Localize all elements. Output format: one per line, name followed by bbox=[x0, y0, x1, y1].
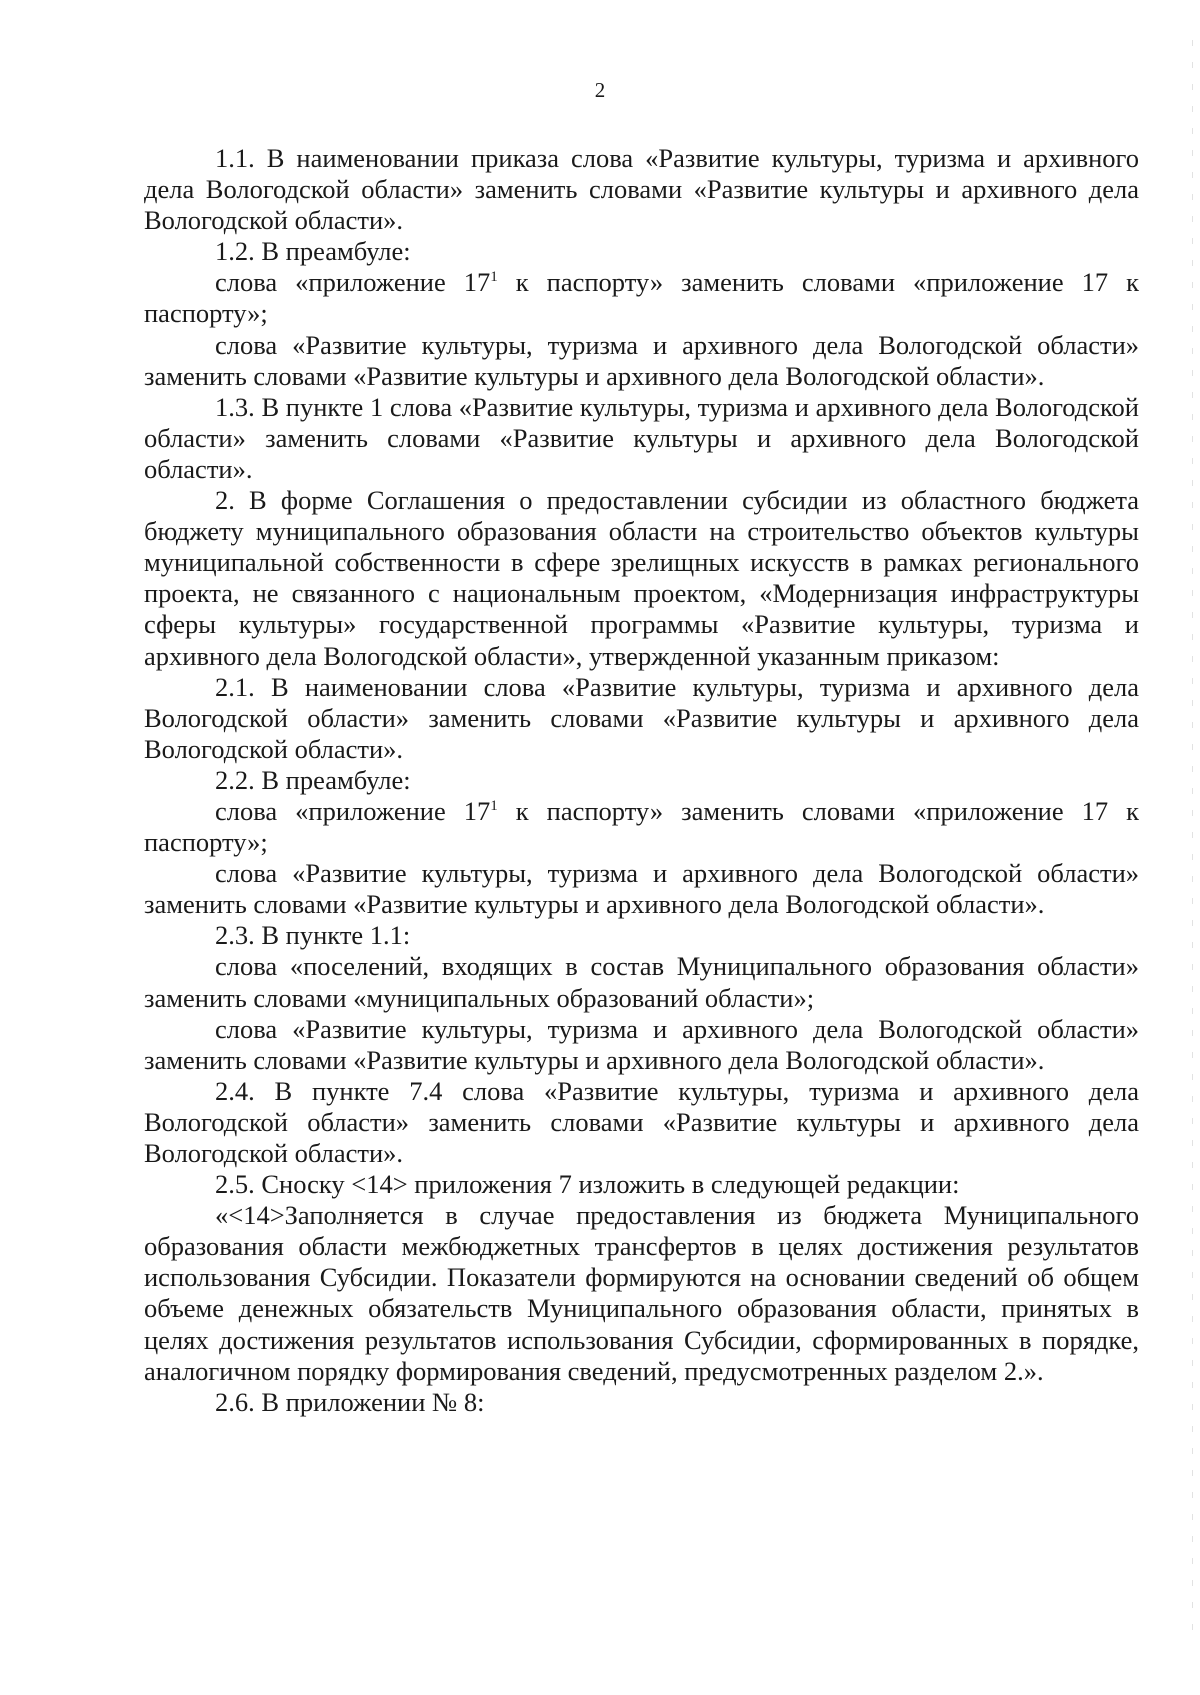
superscript: 1 bbox=[490, 798, 498, 815]
scan-edge-mark bbox=[1192, 40, 1193, 1640]
paragraph-2-6: 2.6. В приложении № 8: bbox=[215, 1386, 485, 1417]
paragraph-2-5-footnote: «<14>Заполняется в случае предоставления из бюджета Муниципального образования области межбюджетных трансфертов в целях достижения результатов использования Субсидии. Показатели формируются на основании сведений об общем объеме денежных обязательств Муниципального образования области, принятых в целях достижения результатов использования Субсидии, сформированных в порядке, аналогичном порядку формирования сведений, предусмотренных разделом 2.». bbox=[144, 1200, 1139, 1386]
superscript: 1 bbox=[490, 269, 498, 286]
page-number: 2 bbox=[594, 78, 606, 102]
paragraph-2-2-item-2: слова «Развитие культуры, туризма и архивного дела Вологодской области» заменить словами «Развитие культуры и архивного дела Вологодской области». bbox=[144, 858, 1139, 920]
paragraph-2: 2. В форме Соглашения о предоставлении субсидии из областного бюджета бюджету муниципального образования области на строительство объектов культуры муниципальной собственности в сфере зрелищных искусств в рамках регионального проекта, не связанного с национальным проектом, «Модернизация инфраструктуры сферы культуры» государственной программы «Развитие культуры, туризма и архивного дела Вологодской области», утвержденной указанным приказом: bbox=[144, 485, 1139, 671]
paragraph-2-3: 2.3. В пункте 1.1: bbox=[215, 920, 411, 951]
text-fragment: к паспорту» заменить словами «приложение 17 к паспорту»; bbox=[144, 267, 1139, 329]
paragraph-2-3-item-1: слова «поселений, входящих в состав Муниципального образования области» заменить словами «муниципальных образований области»; bbox=[144, 951, 1139, 1013]
paragraph-2-2-item-1 bbox=[144, 796, 1139, 858]
paragraph-2-2: 2.2. В преамбуле: bbox=[215, 764, 411, 795]
paragraph-1-2: 1.2. В преамбуле: bbox=[215, 236, 411, 267]
text-fragment: слова «приложение 17 bbox=[215, 267, 491, 298]
text-fragment: к паспорту» заменить словами «приложение 17 к паспорту»; bbox=[144, 795, 1139, 858]
document-body bbox=[144, 143, 1139, 1418]
paragraph-1-3: 1.3. В пункте 1 слова «Развитие культуры, туризма и архивного дела Вологодской области» заменить словами «Развитие культуры и архивного дела Вологодской области». bbox=[144, 391, 1139, 484]
paragraph-2-1: 2.1. В наименовании слова «Развитие культуры, туризма и архивного дела Вологодской области» заменить словами «Развитие культуры и архивного дела Вологодской области». bbox=[144, 671, 1139, 764]
paragraph-2-3-item-2: слова «Развитие культуры, туризма и архивного дела Вологодской области» заменить словами «Развитие культуры и архивного дела Вологодской области». bbox=[144, 1013, 1139, 1075]
paragraph-2-5: 2.5. Сноску <14> приложения 7 изложить в следующей редакции: bbox=[215, 1169, 960, 1200]
paragraph-1-2-item-2: слова «Развитие культуры, туризма и архивного дела Вологодской области» заменить словами «Развитие культуры и архивного дела Вологодской области». bbox=[144, 329, 1139, 391]
paragraph-1-2-item-1 bbox=[144, 267, 1139, 329]
paragraph-2-4: 2.4. В пункте 7.4 слова «Развитие культуры, туризма и архивного дела Вологодской области» заменить словами «Развитие культуры и архивного дела Вологодской области». bbox=[144, 1075, 1139, 1168]
text-fragment: слова «приложение 17 bbox=[215, 795, 491, 826]
paragraph-1-1: 1.1. В наименовании приказа слова «Развитие культуры, туризма и архивного дела Вологодской области» заменить словами «Развитие культуры и архивного дела Вологодской области». bbox=[144, 143, 1139, 236]
